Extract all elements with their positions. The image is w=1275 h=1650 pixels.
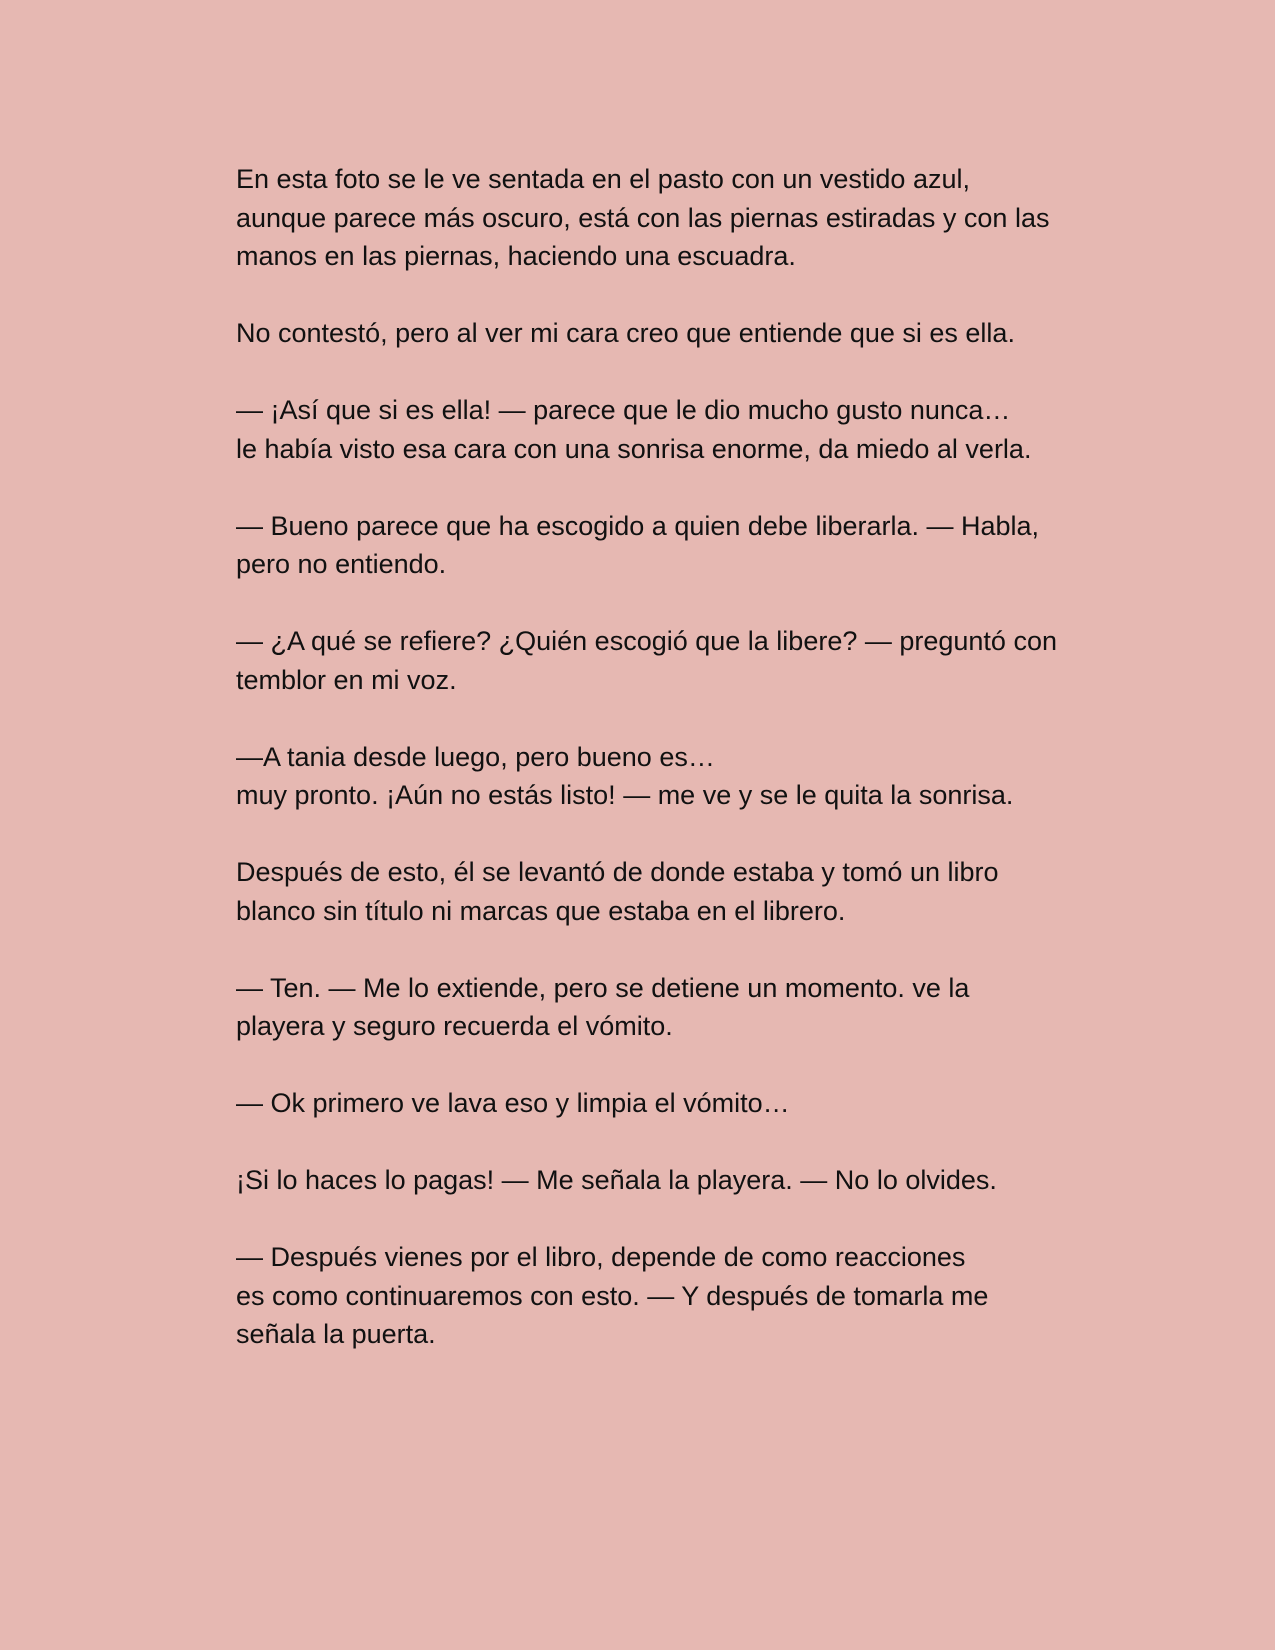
text-line: aunque parece más oscuro, está con las piernas estiradas y con las [236, 202, 1050, 233]
text-line: —A tania desde luego, pero bueno es… [236, 741, 715, 772]
paragraph-8 [236, 969, 1136, 1046]
text-line: es como continuaremos con esto. — Y después de tomarla me [236, 1280, 989, 1311]
text-line: — Bueno parece que ha escogido a quien debe liberarla. — Habla, [236, 510, 1040, 541]
text-line: pero no entiendo. [236, 549, 447, 579]
paragraph-6 [236, 738, 1136, 815]
text-line: En esta foto se le ve sentada en el pasto con un vestido azul, [236, 164, 970, 194]
text-line: — ¿A qué se refiere? ¿Quién escogió que la libere? — preguntó con [236, 626, 1057, 656]
paragraph-1 [236, 160, 1136, 276]
text-line: muy pronto. ¡Aún no estás listo! — me ve y se le quita la sonrisa. [236, 780, 1014, 810]
paragraph-9 [236, 1084, 1136, 1123]
text-line: — Después vienes por el libro, depende de como reacciones [236, 1242, 966, 1272]
text-line: Después de esto, él se levantó de donde estaba y tomó un libro [236, 857, 999, 887]
text-line: — Ten. — Me lo extiende, pero se detiene un momento. ve la [236, 972, 970, 1003]
paragraph-5 [236, 622, 1136, 699]
paragraph-4 [236, 507, 1136, 584]
text-line: señala la puerta. [236, 1319, 436, 1349]
paragraph-7 [236, 853, 1136, 930]
text-line: le había visto esa cara con una sonrisa enorme, da miedo al verla. [236, 433, 1032, 464]
text-line: No contestó, pero al ver mi cara creo que entiende que si es ella. [236, 318, 1015, 348]
paragraph-11 [236, 1238, 1136, 1354]
text-line: manos en las piernas, haciendo una escuadra. [236, 241, 796, 271]
document-body [236, 160, 1136, 1392]
paragraph-10 [236, 1161, 1136, 1200]
paragraph-2 [236, 314, 1136, 353]
text-line: playera y seguro recuerda el vómito. [236, 1011, 673, 1041]
text-line: temblor en mi voz. [236, 664, 457, 695]
text-line: blanco sin título ni marcas que estaba en el librero. [236, 895, 846, 926]
text-line: ¡Si lo haces lo pagas! — Me señala la playera. — No lo olvides. [236, 1165, 997, 1195]
text-line: — ¡Así que si es ella! — parece que le dio mucho gusto nunca… [236, 395, 1011, 425]
paragraph-3 [236, 391, 1136, 468]
text-line: — Ok primero ve lava eso y limpia el vómito… [236, 1088, 790, 1118]
